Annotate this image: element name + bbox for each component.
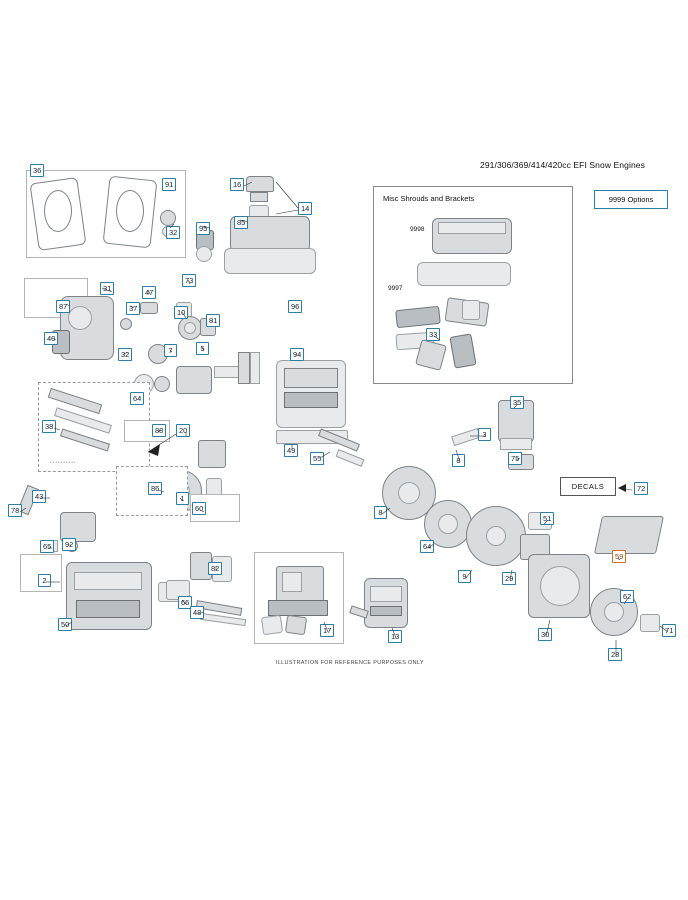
callout-31[interactable]: 31	[100, 282, 114, 295]
decals-box[interactable]: DECALS	[560, 477, 616, 496]
gasket-washer	[160, 210, 176, 226]
carb-gasket-a	[261, 615, 283, 636]
gasket-a-hole	[44, 190, 72, 232]
callout-40[interactable]: 40	[44, 332, 58, 345]
callout-50[interactable]: 50	[58, 618, 72, 631]
part-label-9997: 9997	[388, 285, 403, 292]
callout-73[interactable]: 73	[182, 274, 196, 287]
callout-96[interactable]: 96	[288, 300, 302, 313]
callout-10[interactable]: 10	[174, 306, 188, 319]
callout-85[interactable]: 85	[234, 216, 248, 229]
callout-29[interactable]: 29	[502, 572, 516, 585]
callout-92[interactable]: 92	[62, 538, 76, 551]
callout-64-lower[interactable]: 64	[420, 540, 434, 553]
callout-13[interactable]: 13	[388, 630, 402, 643]
crankshaft-panel-note: * * * * * * * * * *	[50, 460, 76, 465]
valve-stem	[250, 352, 260, 384]
cooling-fan-center	[486, 526, 506, 546]
misc-shrouds-panel-title: Misc Shrouds and Brackets	[383, 194, 475, 203]
push-rod	[238, 352, 250, 384]
callout-86[interactable]: 86	[148, 482, 162, 495]
callout-43[interactable]: 43	[32, 490, 46, 503]
callout-9[interactable]: 9	[458, 570, 471, 583]
callout-33[interactable]: 33	[426, 328, 440, 341]
engine-block-top	[284, 368, 338, 388]
callout-66[interactable]: 66	[178, 596, 192, 609]
upper-shroud	[594, 516, 664, 554]
callout-81[interactable]: 81	[206, 314, 220, 327]
gasket-b-hole	[116, 190, 144, 232]
callout-49[interactable]: 49	[284, 444, 298, 457]
shroud-lower-cover	[417, 262, 511, 286]
oil-plug	[120, 318, 132, 330]
callout-78[interactable]: 78	[8, 504, 22, 517]
callout-55[interactable]: 55	[310, 452, 324, 465]
callout-94[interactable]: 94	[290, 348, 304, 361]
footer-note: ILLUSTRATION FOR REFERENCE PURPOSES ONLY	[276, 660, 424, 666]
callout-32-mid[interactable]: 32	[118, 348, 132, 361]
control-module-face	[370, 586, 402, 602]
starter-motor-base	[500, 438, 532, 450]
callout-60[interactable]: 60	[192, 502, 206, 515]
callout-32-top[interactable]: 32	[166, 226, 180, 239]
callout-36[interactable]: 36	[30, 164, 44, 177]
carburetor-throat	[282, 572, 302, 592]
blower-housing-opening	[540, 566, 580, 606]
callout-88[interactable]: 88	[152, 424, 166, 437]
callout-16[interactable]: 16	[230, 178, 244, 191]
flywheel-hub	[398, 482, 420, 504]
callout-7[interactable]: 7	[164, 344, 177, 357]
bracket-small-a	[462, 300, 480, 320]
linkage-rod-b	[336, 449, 365, 467]
muffler-outlet-face	[76, 600, 140, 618]
callout-8-upper[interactable]: 8	[452, 454, 465, 467]
piston	[176, 366, 212, 394]
small-hardware-a	[640, 614, 660, 632]
callout-62[interactable]: 62	[620, 590, 634, 603]
callout-95[interactable]: 95	[196, 222, 210, 235]
callout-1[interactable]: 1	[176, 492, 189, 505]
crankcase-bore	[68, 306, 92, 330]
engine-block-mid	[284, 392, 338, 408]
callout-59[interactable]: 59	[612, 550, 626, 563]
callout-51[interactable]: 51	[540, 512, 554, 525]
callout-17[interactable]: 17	[320, 624, 334, 637]
page-title: 291/306/369/414/420cc EFI Snow Engines	[480, 160, 645, 170]
options-box[interactable]: 9999 Options	[594, 190, 668, 209]
callout-3[interactable]: 3	[478, 428, 491, 441]
callout-38[interactable]: 38	[42, 420, 56, 433]
dipstick-cap	[140, 302, 158, 314]
callout-28[interactable]: 28	[608, 648, 622, 661]
callout-71[interactable]: 71	[662, 624, 676, 637]
callout-82[interactable]: 82	[208, 562, 222, 575]
callout-64[interactable]: 64	[130, 392, 144, 405]
callout-75[interactable]: 75	[508, 452, 522, 465]
carb-gasket-b	[285, 615, 307, 636]
fan-hub-center	[438, 514, 458, 534]
recoil-hub	[604, 602, 624, 622]
callout-20[interactable]: 20	[176, 424, 190, 437]
callout-14[interactable]: 14	[298, 202, 312, 215]
callout-35[interactable]: 35	[510, 396, 524, 409]
callout-5[interactable]: 5	[196, 342, 209, 355]
shroud-top-vents	[438, 222, 506, 234]
mounting-plate-a	[198, 440, 226, 468]
control-module-slot	[370, 606, 402, 616]
callout-30[interactable]: 30	[538, 628, 552, 641]
callout-91[interactable]: 91	[162, 178, 176, 191]
callout-2[interactable]: 2	[38, 574, 51, 587]
callout-37[interactable]: 37	[126, 302, 140, 315]
air-filter-stem	[250, 192, 268, 202]
air-cleaner-base	[224, 248, 316, 274]
callout-8-lower[interactable]: 8	[374, 506, 387, 519]
callout-65[interactable]: 65	[40, 540, 54, 553]
governor-hub	[184, 322, 196, 334]
washer-c	[154, 376, 170, 392]
part-label-9998: 9998	[410, 226, 425, 233]
callout-48[interactable]: 48	[190, 606, 204, 619]
carburetor-base	[268, 600, 328, 616]
callout-72[interactable]: 72	[634, 482, 648, 495]
callout-47[interactable]: 47	[142, 286, 156, 299]
breather-grommet	[196, 246, 212, 262]
muffler-top-face	[74, 572, 142, 590]
starter-cable	[451, 428, 481, 446]
callout-87[interactable]: 87	[56, 300, 70, 313]
air-filter-cap	[246, 176, 274, 192]
